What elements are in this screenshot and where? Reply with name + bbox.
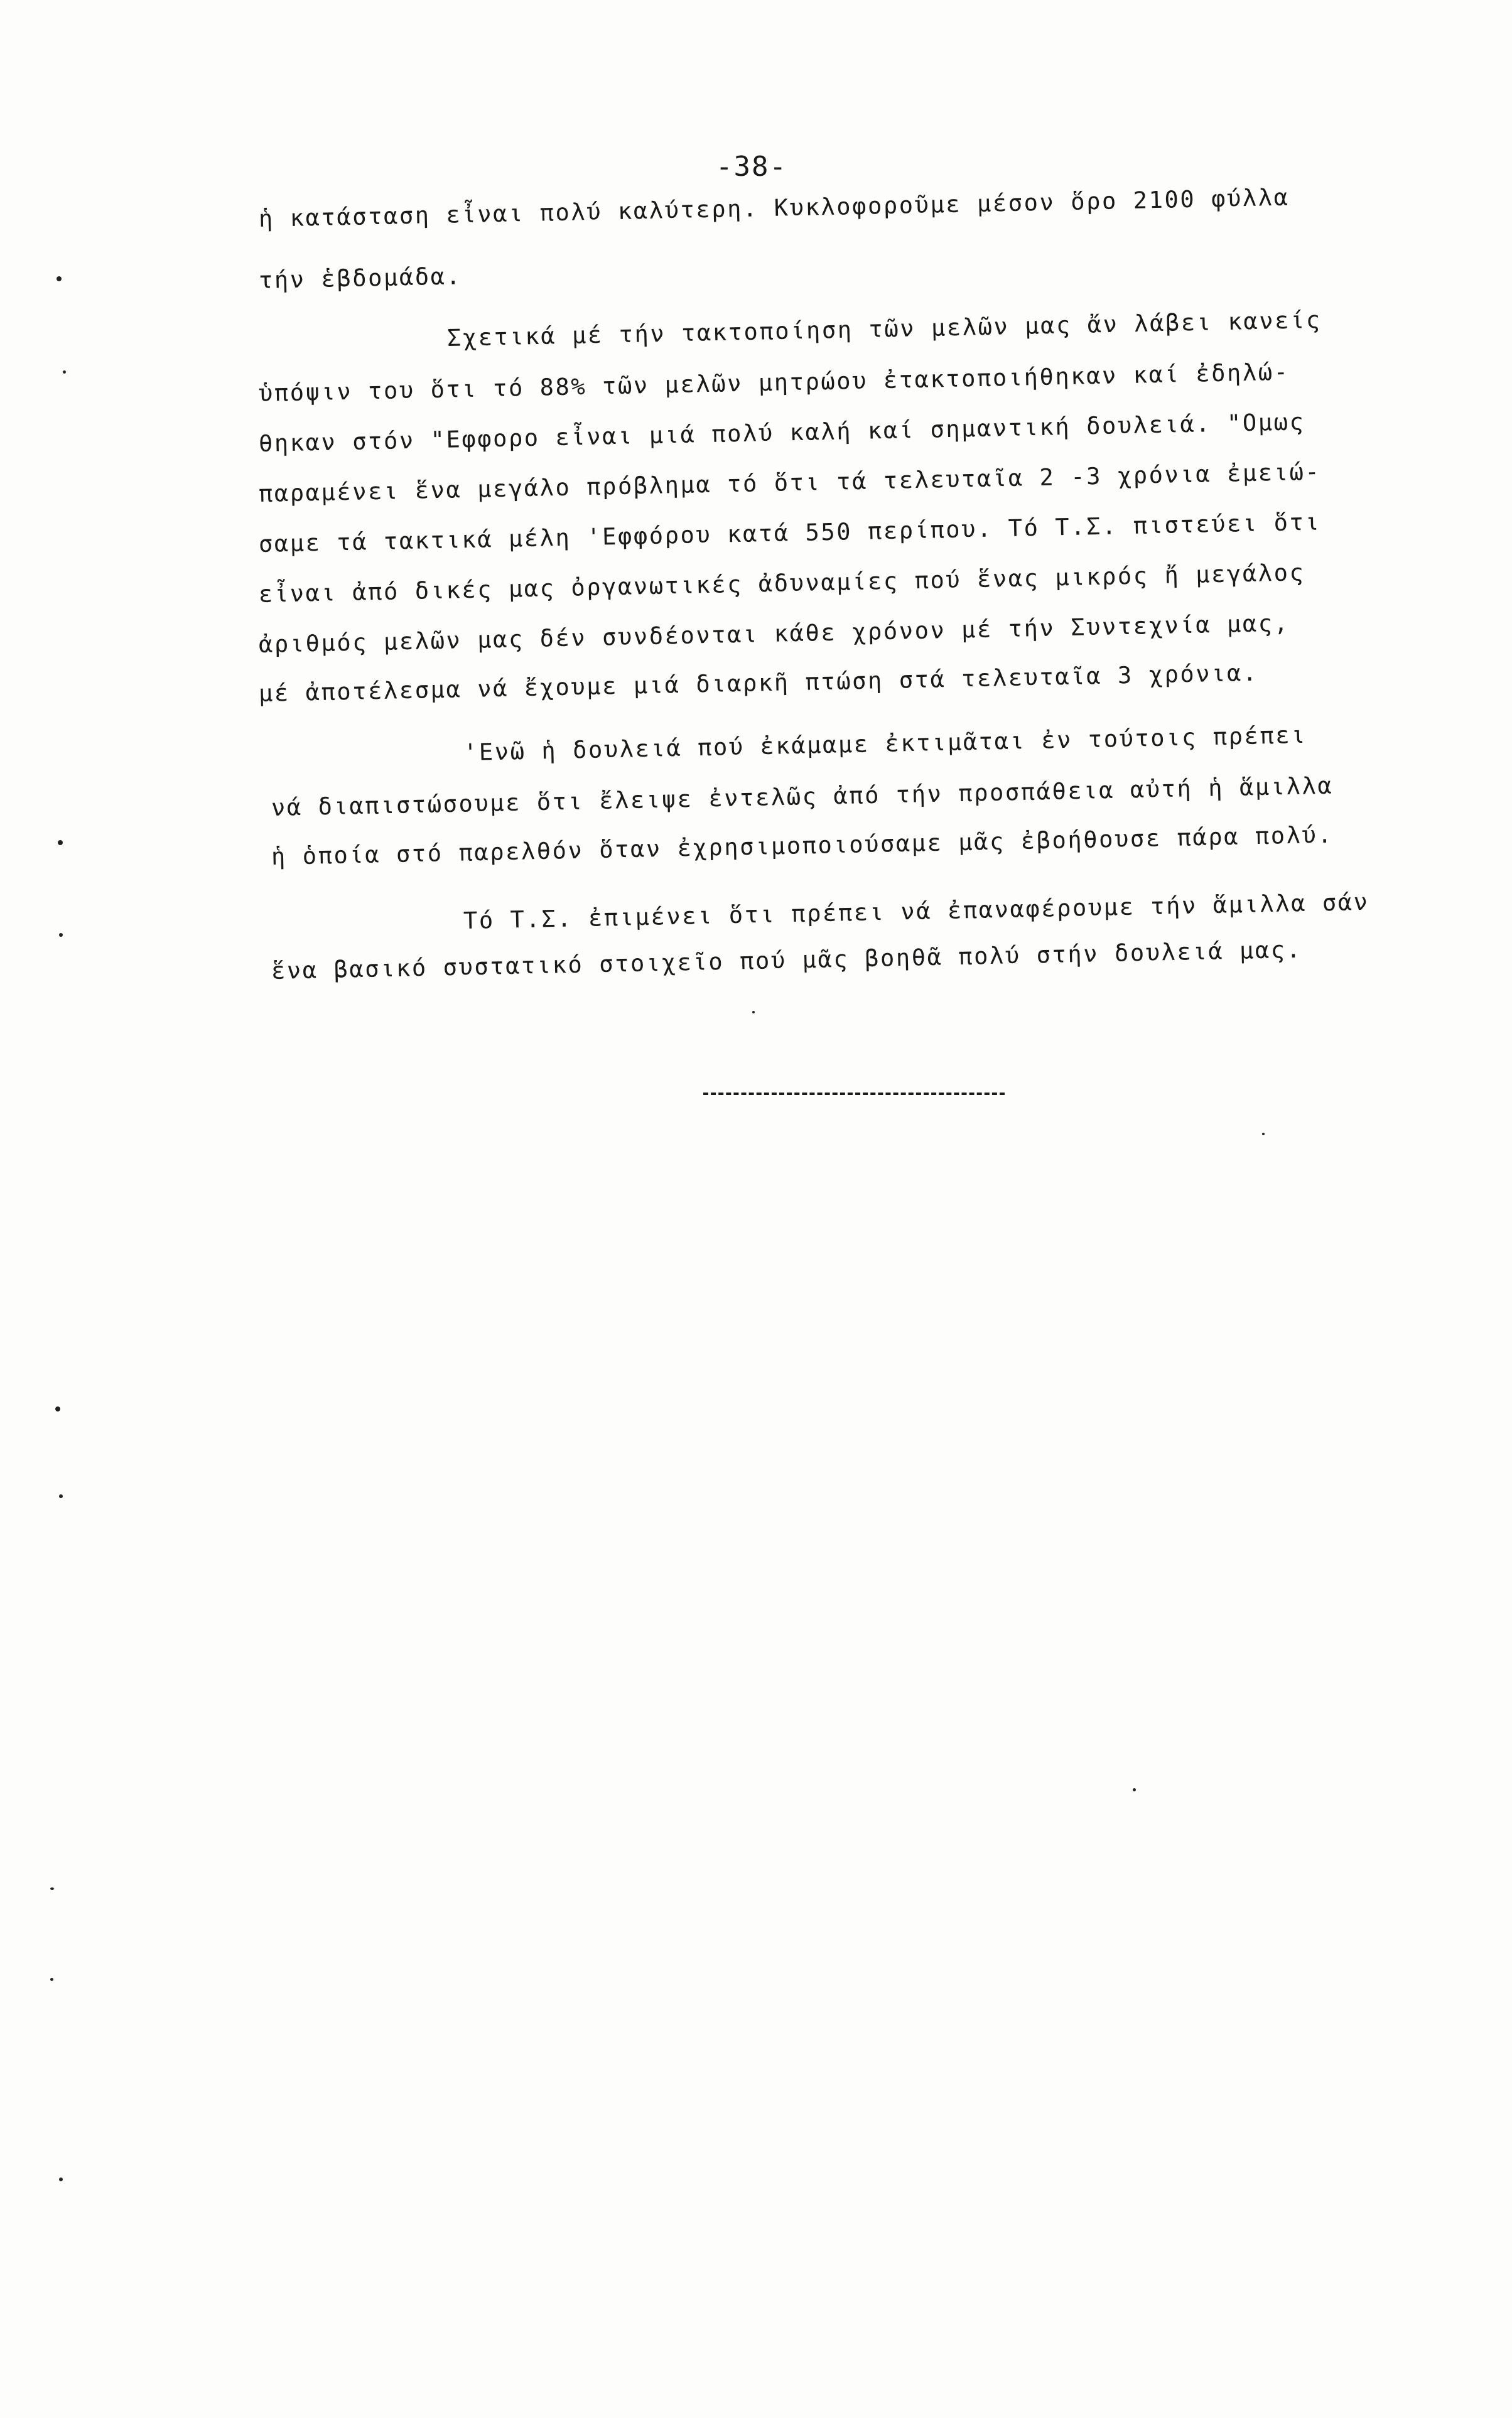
margin-mark (1262, 1133, 1265, 1135)
text-line: σαμε τά τακτικά μέλη 'Εφφόρου κατά 550 περίπου. Τό Τ.Σ. πιστεύει ὅτι (258, 508, 1321, 558)
margin-mark (1133, 1788, 1136, 1791)
page-number: -38- (716, 151, 787, 183)
margin-mark (59, 2178, 63, 2181)
margin-mark (55, 1406, 60, 1411)
paragraph-first-line: Σχετικά μέ τήν τακτοποίηση τῶν μελῶν μας ἄν λάβει κανείς (446, 306, 1322, 352)
margin-mark (63, 370, 66, 374)
margin-mark (59, 933, 63, 937)
paragraph-first-line: Τό Τ.Σ. ἐπιμένει ὅτι πρέπει νά ἐπαναφέρουμε τήν ἅμιλλα σάν (463, 888, 1369, 934)
section-divider (703, 1093, 1005, 1095)
text-line: μέ ἀποτέλεσμα νά ἔχουμε μιά διαρκῆ πτώση στά τελευταῖα 3 χρόνια. (258, 659, 1259, 707)
text-line: θηκαν στόν "Εφφορο εἶναι μιά πολύ καλή καί σημαντική δουλειά. "Ομως (258, 408, 1305, 457)
margin-mark (50, 1978, 53, 1981)
text-line: ἡ ὁποία στό παρελθόν ὅταν ἐχρησιμοποιούσαμε μᾶς ἐβοήθουσε πάρα πολύ. (271, 821, 1334, 870)
text-line: ἕνα βασικό συστατικό στοιχεῖο πού μᾶς βοηθᾶ πολύ στήν δουλειά μας. (271, 936, 1302, 985)
margin-mark (59, 1494, 63, 1498)
margin-mark (57, 276, 62, 281)
margin-mark (50, 1887, 54, 1890)
text-line: ὑπόψιν του ὅτι τό 88% τῶν μελῶν μητρώου ἐτακτοποιήθηκαν καί ἐδηλώ- (258, 358, 1290, 407)
text-line: ἡ κατάσταση εἶναι πολύ καλύτερη. Κυκλοφοροῦμε μέσον ὅρο 2100 φύλλα (258, 183, 1290, 232)
paragraph-first-line: 'Ενῶ ἡ δουλειά πού ἐκάμαμε ἐκτιμᾶται ἐν τούτοις πρέπει (463, 721, 1307, 766)
text-line: τήν ἑβδομάδα. (258, 262, 462, 294)
margin-mark (752, 1011, 755, 1013)
text-line: εἶναι ἀπό δικές μας ὀργανωτικές ἀδυναμίες πού ἕνας μικρός ἤ μεγάλος (258, 559, 1305, 608)
text-line: ἀριθμός μελῶν μας δέν συνδέονται κάθε χρόνον μέ τήν Συντεχνία μας, (258, 609, 1290, 658)
text-line: νά διαπιστώσουμε ὅτι ἔλειψε ἐντελῶς ἀπό τήν προσπάθεια αὐτή ἡ ἅμιλλα (271, 772, 1334, 821)
margin-mark (58, 840, 63, 845)
text-line: παραμένει ἕνα μεγάλο πρόβλημα τό ὅτι τά τελευταῖα 2 -3 χρόνια ἐμειώ- (258, 458, 1321, 507)
